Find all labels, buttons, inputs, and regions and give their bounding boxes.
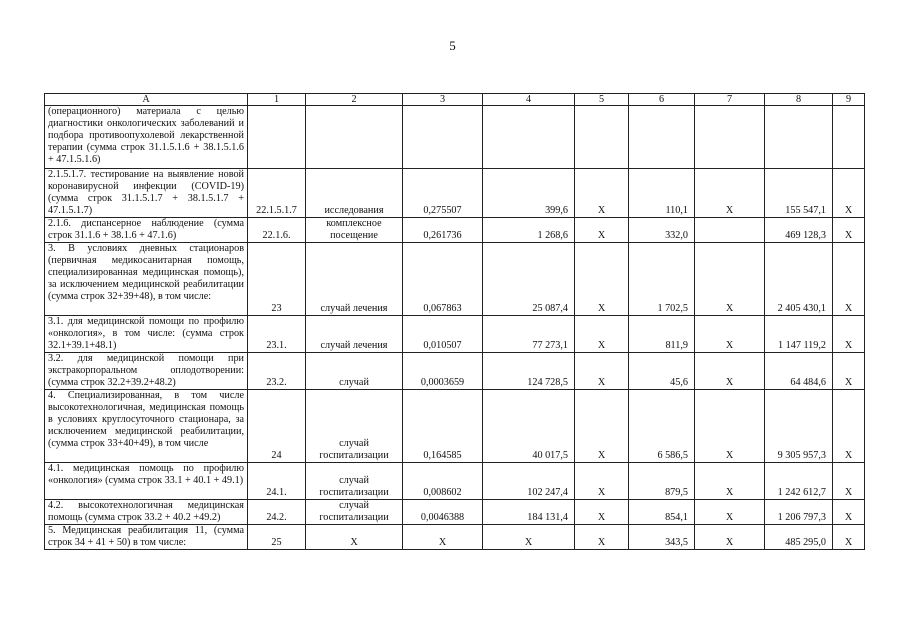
cell-col5: Х: [575, 525, 629, 550]
row-unit: случай госпитализации: [306, 500, 403, 525]
cell-col9: Х: [833, 218, 865, 243]
cell-col5: Х: [575, 463, 629, 500]
cell-col7: Х: [695, 525, 765, 550]
row-description: 2.1.6. диспансерное наблюдение (сумма строк 31.1.6 + 38.1.6 + 47.1.6): [45, 218, 248, 243]
row-unit: комплексное посещение: [306, 218, 403, 243]
cell-col6: 343,5: [629, 525, 695, 550]
row-description: 5. Медицинская реабилитация 11, (сумма строк 34 + 41 + 50) в том числе:: [45, 525, 248, 550]
cell-col7: Х: [695, 390, 765, 463]
column-header: 7: [695, 94, 765, 106]
cell-col7: Х: [695, 169, 765, 218]
row-unit: исследования: [306, 169, 403, 218]
cell-col9: Х: [833, 243, 865, 316]
data-table: [44, 93, 865, 550]
row-unit: случай: [306, 353, 403, 390]
table-row: [45, 353, 865, 390]
page-number: 5: [449, 38, 456, 53]
cell-col8: 485 295,0: [765, 525, 833, 550]
cell-col6: 811,9: [629, 316, 695, 353]
cell-col9: Х: [833, 525, 865, 550]
cell-col6: 6 586,5: [629, 390, 695, 463]
cell-col9: Х: [833, 316, 865, 353]
row-description: 3.1. для медицинской помощи по профилю «онкология», в том числе: (сумма строк 32.1+39.1+48.1): [45, 316, 248, 353]
cell-col3: 0,008602: [403, 463, 483, 500]
cell-col8: [765, 106, 833, 169]
cell-col4: 124 728,5: [483, 353, 575, 390]
cell-col3: 0,0003659: [403, 353, 483, 390]
cell-col7: Х: [695, 463, 765, 500]
cell-col6: 1 702,5: [629, 243, 695, 316]
cell-col9: [833, 106, 865, 169]
column-header: 2: [306, 94, 403, 106]
row-description: 2.1.5.1.7. тестирование на выявление новой коронавирусной инфекции (COVID-19) (сумма строк 31.1.5.1.7 + 38.1.5.1.7 + 47.1.5.1.7): [45, 169, 248, 218]
cell-col8: 1 242 612,7: [765, 463, 833, 500]
cell-col3: 0,0046388: [403, 500, 483, 525]
cell-col4: Х: [483, 525, 575, 550]
cell-col3: 0,275507: [403, 169, 483, 218]
cell-col5: Х: [575, 500, 629, 525]
cell-col4: 184 131,4: [483, 500, 575, 525]
cell-col5: Х: [575, 243, 629, 316]
cell-col8: 1 147 119,2: [765, 316, 833, 353]
cell-col7: Х: [695, 316, 765, 353]
cell-col9: Х: [833, 390, 865, 463]
cell-col6: 45,6: [629, 353, 695, 390]
cell-col3: 0,067863: [403, 243, 483, 316]
row-description: 3.2. для медицинской помощи при экстракорпоральном оплодотворении: (сумма строк 32.2+39.2+48.2): [45, 353, 248, 390]
cell-col9: Х: [833, 463, 865, 500]
row-description: (операционного) материала с целью диагностики онкологических заболеваний и подбора противоопухолевой лекарственной терапии (сумма строк 31.1.5.1.6 + 38.1.5.1.6 + 47.1.5.1.6): [45, 106, 248, 169]
cell-col8: 155 547,1: [765, 169, 833, 218]
table-row: [45, 218, 865, 243]
cell-col6: 110,1: [629, 169, 695, 218]
table-header-row: [45, 94, 865, 106]
cell-col6: 854,1: [629, 500, 695, 525]
row-unit: случай лечения: [306, 243, 403, 316]
cell-col3: Х: [403, 525, 483, 550]
cell-col8: 64 484,6: [765, 353, 833, 390]
table-row: [45, 169, 865, 218]
column-header: А: [45, 94, 248, 106]
cell-col4: 40 017,5: [483, 390, 575, 463]
row-unit: Х: [306, 525, 403, 550]
row-code: [248, 106, 306, 169]
column-header: 9: [833, 94, 865, 106]
cell-col5: Х: [575, 390, 629, 463]
column-header: 4: [483, 94, 575, 106]
cell-col5: Х: [575, 218, 629, 243]
cell-col7: Х: [695, 500, 765, 525]
cell-col4: 399,6: [483, 169, 575, 218]
column-header: 1: [248, 94, 306, 106]
table-row: [45, 106, 865, 169]
cell-col9: Х: [833, 353, 865, 390]
cell-col8: 9 305 957,3: [765, 390, 833, 463]
cell-col5: Х: [575, 169, 629, 218]
table-row: [45, 316, 865, 353]
row-description: 4. Специализированная, в том числе высокотехнологичная, медицинская помощь в условиях круглосуточного стационара, за исключением медицинской реабилитации, (сумма строк 33+40+49), в том числе: [45, 390, 248, 463]
cell-col5: Х: [575, 316, 629, 353]
row-code: 22.1.5.1.7: [248, 169, 306, 218]
row-description: 4.2. высокотехнологичная медицинская помощь (сумма строк 33.2 + 40.2 +49.2): [45, 500, 248, 525]
row-code: 25: [248, 525, 306, 550]
row-description: 3. В условиях дневных стационаров (первичная медикосанитарная помощь, специализированная медицинская помощь), за исключением медицинской реабилитации (сумма строк 32+39+48), в том числе:: [45, 243, 248, 316]
column-header: 3: [403, 94, 483, 106]
row-code: 24.1.: [248, 463, 306, 500]
row-code: 23.2.: [248, 353, 306, 390]
cell-col6: [629, 106, 695, 169]
row-description: 4.1. медицинская помощь по профилю «онкология» (сумма строк 33.1 + 40.1 + 49.1): [45, 463, 248, 500]
cell-col8: 2 405 430,1: [765, 243, 833, 316]
row-code: 24: [248, 390, 306, 463]
cell-col5: [575, 106, 629, 169]
cell-col6: 332,0: [629, 218, 695, 243]
row-code: 23.1.: [248, 316, 306, 353]
column-header: 6: [629, 94, 695, 106]
cell-col7: [695, 106, 765, 169]
table-row: [45, 525, 865, 550]
row-unit: [306, 106, 403, 169]
cell-col3: [403, 106, 483, 169]
cell-col3: 0,261736: [403, 218, 483, 243]
row-code: 23: [248, 243, 306, 316]
cell-col3: 0,010507: [403, 316, 483, 353]
cell-col6: 879,5: [629, 463, 695, 500]
cell-col4: [483, 106, 575, 169]
table-row: [45, 390, 865, 463]
cell-col3: 0,164585: [403, 390, 483, 463]
cell-col7: Х: [695, 243, 765, 316]
cell-col8: 1 206 797,3: [765, 500, 833, 525]
table-row: [45, 500, 865, 525]
table-row: [45, 463, 865, 500]
cell-col5: Х: [575, 353, 629, 390]
cell-col4: 102 247,4: [483, 463, 575, 500]
cell-col7: [695, 218, 765, 243]
table-row: [45, 243, 865, 316]
column-header: 5: [575, 94, 629, 106]
row-unit: случай лечения: [306, 316, 403, 353]
cell-col4: 1 268,6: [483, 218, 575, 243]
cell-col7: Х: [695, 353, 765, 390]
cell-col4: 25 087,4: [483, 243, 575, 316]
row-code: 24.2.: [248, 500, 306, 525]
cell-col9: Х: [833, 500, 865, 525]
cell-col4: 77 273,1: [483, 316, 575, 353]
row-code: 22.1.6.: [248, 218, 306, 243]
row-unit: случай госпитализации: [306, 390, 403, 463]
cell-col8: 469 128,3: [765, 218, 833, 243]
cell-col9: Х: [833, 169, 865, 218]
row-unit: случай госпитализации: [306, 463, 403, 500]
column-header: 8: [765, 94, 833, 106]
